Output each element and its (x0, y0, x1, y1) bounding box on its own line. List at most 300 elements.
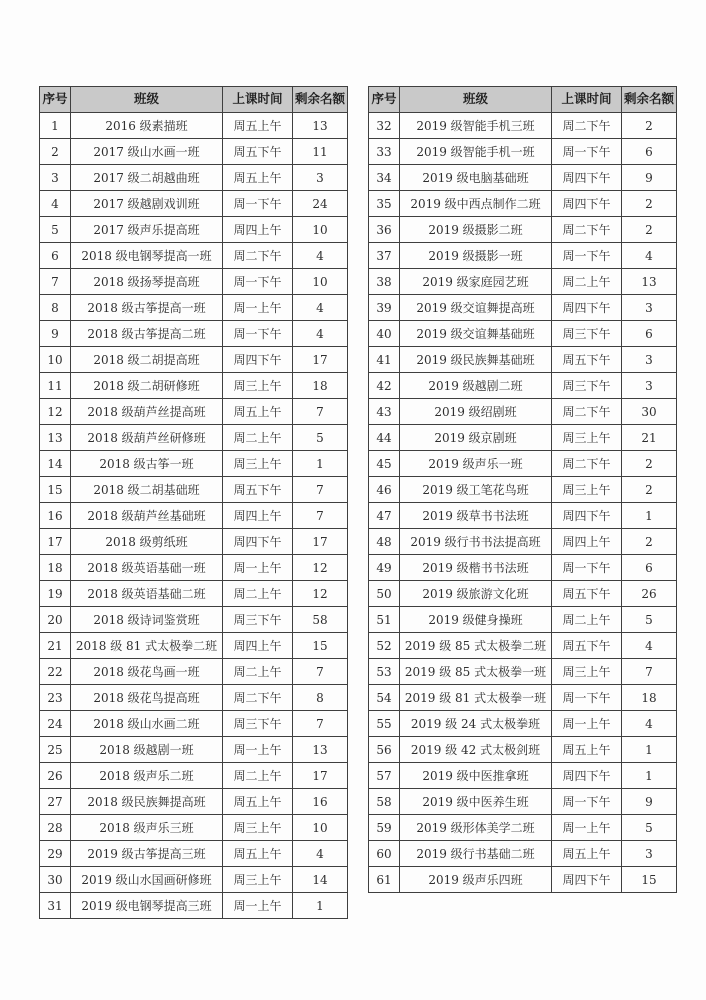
cell-remaining-quota: 7 (293, 711, 348, 737)
cell-class-name: 2019 级 85 式太极拳二班 (400, 633, 552, 659)
cell-class-name: 2019 级古筝提高三班 (71, 841, 223, 867)
cell-class-name: 2019 级健身操班 (400, 607, 552, 633)
cell-serial-number: 39 (369, 295, 400, 321)
cell-remaining-quota: 15 (293, 633, 348, 659)
cell-remaining-quota: 2 (622, 477, 677, 503)
cell-class-name: 2019 级中医养生班 (400, 789, 552, 815)
cell-remaining-quota: 24 (293, 191, 348, 217)
cell-remaining-quota: 16 (293, 789, 348, 815)
cell-class-name: 2018 级声乐三班 (71, 815, 223, 841)
cell-class-time: 周四下午 (223, 347, 293, 373)
cell-remaining-quota: 18 (622, 685, 677, 711)
table-row (369, 737, 677, 763)
cell-class-name: 2017 级越剧戏训班 (71, 191, 223, 217)
cell-class-time: 周四上午 (223, 217, 293, 243)
cell-class-time: 周二上午 (223, 425, 293, 451)
column-header-serial-number: 序号 (40, 87, 71, 113)
cell-class-name: 2019 级行书基础二班 (400, 841, 552, 867)
cell-serial-number: 52 (369, 633, 400, 659)
table-row (40, 633, 348, 659)
table-row (369, 555, 677, 581)
cell-class-time: 周五下午 (223, 139, 293, 165)
cell-class-time: 周三上午 (552, 477, 622, 503)
cell-class-time: 周四上午 (223, 633, 293, 659)
cell-class-time: 周四上午 (552, 529, 622, 555)
cell-serial-number: 40 (369, 321, 400, 347)
cell-class-name: 2018 级二胡研修班 (71, 373, 223, 399)
cell-class-time: 周一下午 (552, 789, 622, 815)
cell-serial-number: 32 (369, 113, 400, 139)
cell-serial-number: 7 (40, 269, 71, 295)
cell-class-time: 周一上午 (552, 815, 622, 841)
cell-class-name: 2019 级家庭园艺班 (400, 269, 552, 295)
table-row (40, 243, 348, 269)
cell-class-name: 2019 级交谊舞提高班 (400, 295, 552, 321)
cell-serial-number: 53 (369, 659, 400, 685)
cell-class-time: 周四下午 (223, 529, 293, 555)
cell-class-name: 2019 级声乐四班 (400, 867, 552, 893)
cell-class-time: 周四下午 (552, 503, 622, 529)
cell-class-name: 2018 级声乐二班 (71, 763, 223, 789)
cell-class-name: 2019 级 81 式太极拳一班 (400, 685, 552, 711)
cell-serial-number: 59 (369, 815, 400, 841)
table-row (40, 217, 348, 243)
column-header-serial-number: 序号 (369, 87, 400, 113)
table-row (40, 321, 348, 347)
table-row (369, 451, 677, 477)
cell-class-name: 2018 级二胡基础班 (71, 477, 223, 503)
cell-class-time: 周二下午 (552, 451, 622, 477)
cell-class-name: 2019 级智能手机三班 (400, 113, 552, 139)
cell-serial-number: 41 (369, 347, 400, 373)
cell-serial-number: 30 (40, 867, 71, 893)
cell-class-name: 2017 级山水画一班 (71, 139, 223, 165)
cell-class-time: 周三下午 (223, 607, 293, 633)
table-header-row-left (40, 87, 348, 113)
cell-remaining-quota: 11 (293, 139, 348, 165)
cell-remaining-quota: 1 (293, 893, 348, 919)
cell-class-time: 周五上午 (552, 737, 622, 763)
cell-class-name: 2018 级葫芦丝提高班 (71, 399, 223, 425)
cell-class-name: 2018 级电钢琴提高一班 (71, 243, 223, 269)
table-row (369, 165, 677, 191)
cell-serial-number: 21 (40, 633, 71, 659)
cell-remaining-quota: 12 (293, 581, 348, 607)
table-row (369, 685, 677, 711)
cell-class-time: 周三上午 (223, 451, 293, 477)
class-schedule-table-right (368, 86, 677, 893)
cell-serial-number: 37 (369, 243, 400, 269)
cell-serial-number: 19 (40, 581, 71, 607)
cell-class-name: 2019 级摄影二班 (400, 217, 552, 243)
cell-class-time: 周一上午 (223, 737, 293, 763)
cell-class-time: 周四下午 (552, 763, 622, 789)
cell-remaining-quota: 18 (293, 373, 348, 399)
cell-class-name: 2016 级素描班 (71, 113, 223, 139)
table-row (40, 295, 348, 321)
cell-remaining-quota: 9 (622, 165, 677, 191)
cell-class-time: 周五下午 (223, 477, 293, 503)
cell-class-time: 周一下午 (223, 269, 293, 295)
table-row (40, 555, 348, 581)
cell-serial-number: 61 (369, 867, 400, 893)
cell-serial-number: 50 (369, 581, 400, 607)
cell-remaining-quota: 3 (293, 165, 348, 191)
cell-class-time: 周五下午 (552, 633, 622, 659)
cell-class-name: 2019 级山水国画研修班 (71, 867, 223, 893)
table-row (40, 711, 348, 737)
cell-remaining-quota: 1 (622, 737, 677, 763)
cell-class-name: 2018 级扬琴提高班 (71, 269, 223, 295)
column-header-class-name: 班级 (71, 87, 223, 113)
cell-class-time: 周五上午 (223, 841, 293, 867)
cell-remaining-quota: 10 (293, 217, 348, 243)
cell-serial-number: 4 (40, 191, 71, 217)
cell-class-time: 周五上午 (223, 399, 293, 425)
cell-remaining-quota: 14 (293, 867, 348, 893)
table-row (369, 269, 677, 295)
cell-class-name: 2018 级二胡提高班 (71, 347, 223, 373)
table-row (40, 425, 348, 451)
cell-class-name: 2018 级英语基础二班 (71, 581, 223, 607)
table-row (369, 399, 677, 425)
cell-remaining-quota: 8 (293, 685, 348, 711)
cell-class-name: 2018 级葫芦丝基础班 (71, 503, 223, 529)
table-row (369, 529, 677, 555)
cell-remaining-quota: 6 (622, 139, 677, 165)
cell-remaining-quota: 2 (622, 529, 677, 555)
cell-class-name: 2018 级花鸟画一班 (71, 659, 223, 685)
cell-class-name: 2019 级京剧班 (400, 425, 552, 451)
cell-remaining-quota: 3 (622, 295, 677, 321)
table-row (369, 789, 677, 815)
cell-class-time: 周二上午 (223, 659, 293, 685)
cell-serial-number: 18 (40, 555, 71, 581)
cell-remaining-quota: 7 (293, 399, 348, 425)
cell-remaining-quota: 2 (622, 451, 677, 477)
table-row (369, 321, 677, 347)
cell-remaining-quota: 7 (622, 659, 677, 685)
table-row (369, 581, 677, 607)
table-row (40, 737, 348, 763)
table-row (40, 841, 348, 867)
cell-class-time: 周三上午 (552, 659, 622, 685)
cell-serial-number: 36 (369, 217, 400, 243)
cell-class-name: 2019 级中西点制作二班 (400, 191, 552, 217)
cell-class-time: 周五上午 (223, 789, 293, 815)
cell-class-time: 周一上午 (552, 711, 622, 737)
cell-serial-number: 5 (40, 217, 71, 243)
cell-class-time: 周四下午 (552, 191, 622, 217)
cell-remaining-quota: 13 (293, 113, 348, 139)
cell-class-time: 周二下午 (552, 399, 622, 425)
cell-class-time: 周二上午 (223, 763, 293, 789)
cell-remaining-quota: 26 (622, 581, 677, 607)
cell-class-name: 2019 级电钢琴提高三班 (71, 893, 223, 919)
cell-remaining-quota: 7 (293, 659, 348, 685)
table-body-left (40, 113, 348, 919)
cell-serial-number: 35 (369, 191, 400, 217)
cell-remaining-quota: 3 (622, 841, 677, 867)
cell-serial-number: 10 (40, 347, 71, 373)
table-row (40, 451, 348, 477)
cell-remaining-quota: 13 (293, 737, 348, 763)
cell-remaining-quota: 17 (293, 529, 348, 555)
cell-serial-number: 55 (369, 711, 400, 737)
cell-class-time: 周三上午 (223, 867, 293, 893)
column-header-remaining-quota: 剩余名额 (622, 87, 677, 113)
cell-class-name: 2019 级中医推拿班 (400, 763, 552, 789)
cell-serial-number: 23 (40, 685, 71, 711)
table-row (369, 113, 677, 139)
cell-class-time: 周二下午 (223, 243, 293, 269)
cell-class-name: 2018 级剪纸班 (71, 529, 223, 555)
cell-class-name: 2018 级古筝一班 (71, 451, 223, 477)
cell-class-time: 周四上午 (223, 503, 293, 529)
cell-remaining-quota: 4 (622, 243, 677, 269)
cell-class-time: 周三下午 (552, 373, 622, 399)
table-row (40, 269, 348, 295)
table-row (369, 633, 677, 659)
cell-serial-number: 20 (40, 607, 71, 633)
table-row (40, 789, 348, 815)
table-row (40, 399, 348, 425)
table-row (40, 685, 348, 711)
cell-class-time: 周一下午 (223, 191, 293, 217)
cell-remaining-quota: 9 (622, 789, 677, 815)
cell-class-time: 周四下午 (552, 165, 622, 191)
cell-class-name: 2019 级工笔花鸟班 (400, 477, 552, 503)
cell-serial-number: 8 (40, 295, 71, 321)
table-row (369, 659, 677, 685)
cell-serial-number: 34 (369, 165, 400, 191)
cell-remaining-quota: 10 (293, 269, 348, 295)
cell-class-name: 2019 级声乐一班 (400, 451, 552, 477)
cell-class-name: 2019 级民族舞基础班 (400, 347, 552, 373)
cell-serial-number: 56 (369, 737, 400, 763)
cell-serial-number: 27 (40, 789, 71, 815)
cell-class-time: 周四下午 (552, 867, 622, 893)
cell-serial-number: 22 (40, 659, 71, 685)
cell-remaining-quota: 10 (293, 815, 348, 841)
cell-serial-number: 14 (40, 451, 71, 477)
cell-remaining-quota: 2 (622, 113, 677, 139)
cell-serial-number: 6 (40, 243, 71, 269)
cell-serial-number: 1 (40, 113, 71, 139)
cell-remaining-quota: 3 (622, 347, 677, 373)
cell-remaining-quota: 1 (622, 763, 677, 789)
cell-serial-number: 31 (40, 893, 71, 919)
table-row (40, 581, 348, 607)
table-row (40, 165, 348, 191)
cell-remaining-quota: 4 (293, 295, 348, 321)
cell-class-name: 2017 级声乐提高班 (71, 217, 223, 243)
table-row (40, 893, 348, 919)
cell-class-name: 2019 级智能手机一班 (400, 139, 552, 165)
table-row (40, 867, 348, 893)
cell-serial-number: 11 (40, 373, 71, 399)
cell-serial-number: 33 (369, 139, 400, 165)
cell-class-name: 2018 级诗词鉴赏班 (71, 607, 223, 633)
cell-class-time: 周五上午 (223, 113, 293, 139)
cell-class-name: 2019 级楷书书法班 (400, 555, 552, 581)
cell-class-name: 2018 级古筝提高一班 (71, 295, 223, 321)
table-row (369, 191, 677, 217)
cell-serial-number: 12 (40, 399, 71, 425)
cell-remaining-quota: 4 (293, 243, 348, 269)
cell-remaining-quota: 4 (622, 711, 677, 737)
cell-serial-number: 49 (369, 555, 400, 581)
cell-remaining-quota: 3 (622, 373, 677, 399)
cell-class-time: 周一下午 (552, 685, 622, 711)
cell-class-time: 周一上午 (223, 555, 293, 581)
table-row (369, 295, 677, 321)
cell-class-time: 周五下午 (552, 581, 622, 607)
cell-serial-number: 28 (40, 815, 71, 841)
cell-class-time: 周五上午 (223, 165, 293, 191)
cell-class-name: 2017 级二胡越曲班 (71, 165, 223, 191)
cell-remaining-quota: 17 (293, 347, 348, 373)
cell-class-name: 2018 级民族舞提高班 (71, 789, 223, 815)
cell-class-name: 2019 级形体美学二班 (400, 815, 552, 841)
cell-remaining-quota: 2 (622, 217, 677, 243)
table-row (369, 139, 677, 165)
cell-remaining-quota: 2 (622, 191, 677, 217)
cell-class-time: 周三上午 (552, 425, 622, 451)
cell-class-name: 2019 级草书书法班 (400, 503, 552, 529)
table-header-row-right (369, 87, 677, 113)
cell-serial-number: 48 (369, 529, 400, 555)
cell-serial-number: 46 (369, 477, 400, 503)
table-row (40, 373, 348, 399)
column-header-remaining-quota: 剩余名额 (293, 87, 348, 113)
table-row (369, 815, 677, 841)
column-header-class-time: 上课时间 (223, 87, 293, 113)
table-body-right (369, 113, 677, 893)
cell-class-time: 周一上午 (223, 893, 293, 919)
cell-serial-number: 2 (40, 139, 71, 165)
table-row (369, 607, 677, 633)
cell-class-name: 2019 级旅游文化班 (400, 581, 552, 607)
cell-class-name: 2019 级 24 式太极拳班 (400, 711, 552, 737)
table-row (369, 373, 677, 399)
cell-class-time: 周四下午 (552, 295, 622, 321)
cell-class-name: 2019 级行书书法提高班 (400, 529, 552, 555)
cell-class-time: 周二下午 (223, 685, 293, 711)
table-row (369, 217, 677, 243)
cell-serial-number: 43 (369, 399, 400, 425)
cell-serial-number: 57 (369, 763, 400, 789)
table-row (40, 529, 348, 555)
cell-class-name: 2019 级 85 式太极拳一班 (400, 659, 552, 685)
cell-remaining-quota: 13 (622, 269, 677, 295)
cell-serial-number: 26 (40, 763, 71, 789)
cell-class-name: 2019 级交谊舞基础班 (400, 321, 552, 347)
cell-remaining-quota: 7 (293, 503, 348, 529)
cell-serial-number: 24 (40, 711, 71, 737)
cell-remaining-quota: 4 (293, 321, 348, 347)
table-row (369, 503, 677, 529)
table-row (369, 243, 677, 269)
cell-class-name: 2018 级 81 式太极拳二班 (71, 633, 223, 659)
table-row (40, 191, 348, 217)
column-header-class-time: 上课时间 (552, 87, 622, 113)
cell-class-time: 周一下午 (552, 555, 622, 581)
cell-class-time: 周一下午 (223, 321, 293, 347)
cell-class-time: 周五下午 (552, 347, 622, 373)
cell-serial-number: 9 (40, 321, 71, 347)
cell-remaining-quota: 4 (293, 841, 348, 867)
cell-class-name: 2019 级电脑基础班 (400, 165, 552, 191)
cell-class-name: 2018 级山水画二班 (71, 711, 223, 737)
cell-class-time: 周二下午 (552, 113, 622, 139)
table-row (369, 867, 677, 893)
column-header-class-name: 班级 (400, 87, 552, 113)
cell-class-time: 周五上午 (552, 841, 622, 867)
cell-remaining-quota: 5 (622, 815, 677, 841)
cell-class-name: 2019 级 42 式太极剑班 (400, 737, 552, 763)
table-row (40, 503, 348, 529)
table-row (369, 477, 677, 503)
cell-class-time: 周三下午 (223, 711, 293, 737)
cell-remaining-quota: 5 (293, 425, 348, 451)
cell-serial-number: 44 (369, 425, 400, 451)
cell-serial-number: 42 (369, 373, 400, 399)
cell-class-time: 周二上午 (552, 607, 622, 633)
cell-class-name: 2019 级越剧二班 (400, 373, 552, 399)
table-row (40, 113, 348, 139)
cell-remaining-quota: 30 (622, 399, 677, 425)
table-row (40, 607, 348, 633)
cell-serial-number: 60 (369, 841, 400, 867)
cell-serial-number: 51 (369, 607, 400, 633)
cell-class-name: 2018 级葫芦丝研修班 (71, 425, 223, 451)
cell-class-time: 周二上午 (223, 581, 293, 607)
cell-class-name: 2019 级摄影一班 (400, 243, 552, 269)
cell-serial-number: 29 (40, 841, 71, 867)
cell-class-time: 周三上午 (223, 815, 293, 841)
cell-serial-number: 3 (40, 165, 71, 191)
table-row (369, 763, 677, 789)
table-row (369, 711, 677, 737)
cell-serial-number: 38 (369, 269, 400, 295)
table-row (40, 659, 348, 685)
table-row (40, 815, 348, 841)
table-row (40, 763, 348, 789)
cell-remaining-quota: 5 (622, 607, 677, 633)
cell-class-name: 2018 级英语基础一班 (71, 555, 223, 581)
cell-class-name: 2019 级绍剧班 (400, 399, 552, 425)
cell-class-time: 周二下午 (552, 217, 622, 243)
table-row (369, 841, 677, 867)
cell-class-time: 周一下午 (552, 243, 622, 269)
cell-remaining-quota: 6 (622, 555, 677, 581)
table-row (40, 347, 348, 373)
table-row (369, 347, 677, 373)
cell-serial-number: 15 (40, 477, 71, 503)
cell-serial-number: 16 (40, 503, 71, 529)
cell-class-time: 周一上午 (223, 295, 293, 321)
cell-serial-number: 47 (369, 503, 400, 529)
cell-class-time: 周二上午 (552, 269, 622, 295)
cell-serial-number: 54 (369, 685, 400, 711)
cell-class-name: 2018 级越剧一班 (71, 737, 223, 763)
cell-remaining-quota: 6 (622, 321, 677, 347)
cell-remaining-quota: 15 (622, 867, 677, 893)
cell-serial-number: 25 (40, 737, 71, 763)
cell-serial-number: 13 (40, 425, 71, 451)
cell-class-name: 2018 级花鸟提高班 (71, 685, 223, 711)
